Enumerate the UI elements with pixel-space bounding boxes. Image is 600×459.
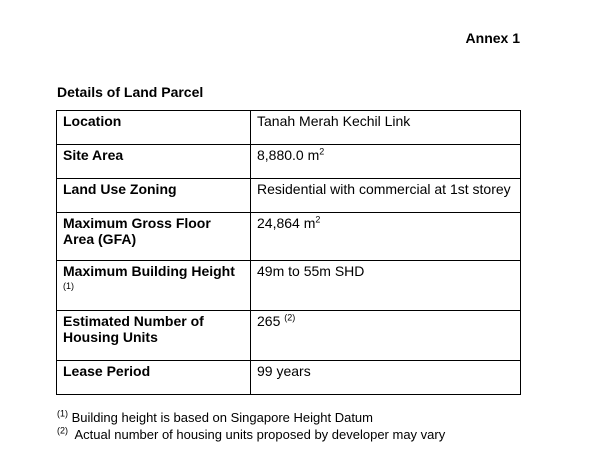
row-value <box>251 213 521 261</box>
table-row <box>57 179 521 213</box>
table-row <box>57 213 521 261</box>
row-label: Site Area <box>57 145 251 179</box>
table-row <box>57 361 521 395</box>
row-value <box>251 311 521 361</box>
row-value: 99 years <box>251 361 521 395</box>
value-text: 265 <box>257 313 281 329</box>
table-row <box>57 111 521 145</box>
table-row <box>57 261 521 311</box>
footnote-text: Building height is based on Singapore Height Datum <box>71 410 373 425</box>
value-text: 24,864 m <box>257 215 316 231</box>
row-value: 49m to 55m SHD <box>251 261 521 311</box>
row-value <box>251 145 521 179</box>
footnote <box>57 426 445 443</box>
footnotes <box>57 409 445 443</box>
row-label: Land Use Zoning <box>57 179 251 213</box>
row-value: Tanah Merah Kechil Link <box>251 111 521 145</box>
label-text: Maximum Building Height <box>63 263 235 279</box>
table-row <box>57 311 521 361</box>
annex-label: Annex 1 <box>465 30 520 46</box>
value-superscript: 2 <box>319 146 325 157</box>
land-parcel-table <box>56 110 521 395</box>
label-note-marker: (1) <box>63 281 74 291</box>
value-superscript: (2) <box>284 312 296 323</box>
footnote-marker: (1) <box>57 408 68 419</box>
footnote <box>57 409 445 426</box>
footnote-marker: (2) <box>57 425 68 436</box>
section-title: Details of Land Parcel <box>57 84 204 100</box>
value-text: 8,880.0 m <box>257 147 320 163</box>
row-label <box>57 261 251 311</box>
footnote-text: Actual number of housing units proposed by developer may vary <box>74 427 446 442</box>
row-label: Lease Period <box>57 361 251 395</box>
row-label: Maximum Gross Floor Area (GFA) <box>57 213 251 261</box>
row-value: Residential with commercial at 1st storey <box>251 179 521 213</box>
row-label: Location <box>57 111 251 145</box>
value-superscript: 2 <box>315 214 321 225</box>
row-label: Estimated Number of Housing Units <box>57 311 251 361</box>
table-row <box>57 145 521 179</box>
